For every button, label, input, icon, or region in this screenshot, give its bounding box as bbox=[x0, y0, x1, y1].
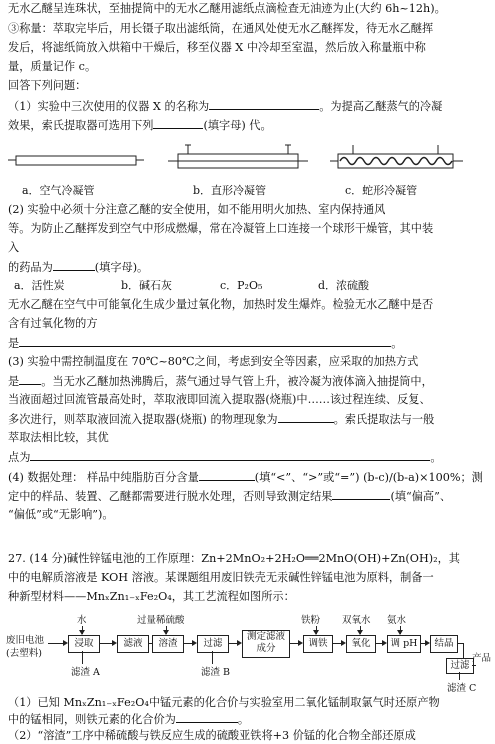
text-line: 种新型材料——MnₓZn₁₋ₓFe₂O₄，其工艺流程如图所示： bbox=[8, 590, 295, 603]
answer-blank[interactable] bbox=[209, 99, 319, 110]
text-line: 当液面超过回流管最高处时，萃取液即回流入提取器(烧瓶)中……该过程连续、反复、 bbox=[8, 393, 431, 406]
flow-arrow bbox=[472, 665, 476, 666]
question-1-cont bbox=[8, 118, 489, 133]
step-filter-2: 过滤 bbox=[197, 635, 229, 653]
flow-arrow bbox=[82, 651, 83, 664]
step-filter-3: 过滤 bbox=[446, 658, 474, 674]
coil-condenser-drawing bbox=[330, 145, 463, 168]
question-3-line bbox=[8, 374, 489, 389]
answer-line bbox=[8, 336, 489, 351]
question-27-title: 27. (14 分)碱性锌锰电池的工作原理：Zn+2MnO₂+2H₂O══2MnO(OH)+Zn(OH)₂，其 bbox=[8, 552, 460, 565]
question-1 bbox=[8, 99, 489, 114]
option-p2o5: c．P₂O₅ bbox=[220, 279, 263, 292]
text-line: “偏低”或“无影响”)。 bbox=[8, 508, 114, 521]
step-filtrate: 滤液 bbox=[117, 635, 149, 653]
answer-blank[interactable] bbox=[332, 489, 390, 500]
text-line: 入 bbox=[8, 241, 20, 254]
text-span: 点为 bbox=[8, 451, 31, 464]
flow-arrow bbox=[48, 643, 64, 644]
reagent-ammonia: 氨水 bbox=[387, 615, 407, 626]
flow-arrow bbox=[212, 651, 213, 664]
text-line: 量，质量记作 c。 bbox=[8, 60, 97, 73]
measure-line-1: 测定滤液 bbox=[246, 631, 285, 642]
answer-blank[interactable] bbox=[176, 712, 238, 723]
text-line: 无水乙醚在空气中可能氧化生成少量过氧化物，加热时发生爆炸。检验无水乙醚中是否 bbox=[8, 298, 434, 311]
text-line: 含有过氧化物的方 bbox=[8, 317, 98, 330]
text-span: (4) 数据处理： 样品中纯脂肪百分含量 bbox=[8, 471, 199, 484]
text-line: 中的电解质溶液是 KOH 溶液。某课题组用废旧铁壳无汞碱性锌锰电池为原料，制备一 bbox=[8, 571, 434, 584]
step-adjust-ph: 调 pH bbox=[387, 635, 421, 653]
step-dissolve: 溶渣 bbox=[152, 635, 184, 653]
text-span: (填字母) 代。 bbox=[203, 119, 272, 132]
option-straight-condenser: b．直形冷凝管 bbox=[193, 184, 267, 197]
flow-arrow bbox=[463, 643, 464, 658]
question-2-blank-line bbox=[8, 260, 489, 275]
answer-blank[interactable] bbox=[19, 374, 41, 385]
reagent-h2o2: 双氧水 bbox=[342, 615, 371, 626]
flow-source-note: (去塑料) bbox=[6, 648, 42, 659]
step-adjust-iron: 调铁 bbox=[303, 635, 333, 653]
answer-line bbox=[8, 450, 489, 465]
text-span: 效果，索氏提取器可选用下列 bbox=[8, 119, 154, 132]
residue-c: 滤渣 C bbox=[447, 683, 477, 694]
text-line: 发后，将滤纸筒放入烘箱中干燥后，移至仪器 X 中冷却至室温，然后放入称量瓶中称 bbox=[8, 41, 426, 54]
question-4-cont bbox=[8, 489, 489, 504]
text-line: 回答下列问题： bbox=[8, 79, 87, 92]
text-span: 中的锰相同，则铁元素的化合价为 bbox=[8, 713, 176, 726]
text-span: 是 bbox=[8, 375, 20, 388]
answer-blank[interactable] bbox=[199, 470, 255, 481]
text-span: （1）实验中三次使用的仪器 X 的名称为 bbox=[8, 100, 210, 113]
text-line: ③称量：萃取完毕后，用长镊子取出滤纸筒，在通风处使无水乙醚挥发，待无水乙醚挥 bbox=[8, 22, 434, 35]
option-soda-lime: b．碱石灰 bbox=[121, 279, 173, 292]
measure-line-2: 成分 bbox=[256, 643, 276, 654]
answer-blank[interactable] bbox=[19, 336, 391, 347]
answer-blank[interactable] bbox=[53, 260, 95, 271]
text-line: （2）“溶渣”工序中稀硫酸与铁反应生成的硫酸亚铁将+3 价锰的化合物全部还原成 bbox=[8, 729, 416, 742]
answer-blank[interactable] bbox=[278, 412, 334, 423]
condenser-figures bbox=[8, 140, 488, 182]
text-line: 等。为防止乙醚挥发到空气中形成燃爆，常在冷凝管上口连接一个球形干燥管，其中装 bbox=[8, 222, 434, 235]
text-line: (3) 实验中需控制温度在 70℃~80℃之间，考虑到安全等因素，应采取的加热方式 bbox=[8, 355, 419, 368]
sub-question-1-blank bbox=[8, 712, 489, 727]
option-coil-condenser: c．蛇形冷凝管 bbox=[345, 184, 418, 197]
flow-arrow bbox=[99, 643, 113, 644]
air-condenser-drawing bbox=[8, 156, 144, 165]
option-conc-sulfuric: d．浓硫酸 bbox=[318, 279, 370, 292]
question-3-phenomenon bbox=[8, 412, 489, 427]
reagent-dilute-acid: 过量稀硫酸 bbox=[137, 615, 185, 626]
reagent-iron-powder: 铁粉 bbox=[301, 615, 321, 626]
product-label: 产品 bbox=[472, 653, 492, 664]
text-line: 无水乙醚呈连珠状，至抽提筒中的无水乙醚用滤纸点滴检查无油迹为止(大约 6h~12h)。 bbox=[8, 2, 446, 15]
step-oxidize: 氧化 bbox=[346, 635, 376, 653]
answer-blank[interactable] bbox=[153, 118, 203, 129]
text-line: （1）已知 MnₓZn₁₋ₓFe₂O₄中锰元素的化合价与实验室用二氧化锰制取氯气时还原产物 bbox=[8, 696, 440, 709]
text-span: (填字母)。 bbox=[94, 261, 149, 274]
reagent-water: 水 bbox=[77, 615, 87, 626]
residue-b: 滤渣 B bbox=[201, 667, 231, 678]
step-crystallize: 结晶 bbox=[430, 635, 458, 653]
text-span: 是 bbox=[8, 337, 20, 350]
text-span: 多次进行，则萃取液回流入提取器(烧瓶) 的物理现象为 bbox=[8, 413, 278, 426]
text-line: (2) 实验中必须十分注意乙醚的安全使用，如不能用明火加热、室内保持通风 bbox=[8, 203, 386, 216]
flow-arrow bbox=[459, 672, 460, 680]
text-span: (填“偏高”、 bbox=[390, 490, 452, 503]
text-span: 。为提高乙醚蒸气的冷凝 bbox=[319, 100, 443, 113]
text-span: 定中的样品、装置、乙醚都需要进行脱水处理，否则导致测定结果 bbox=[8, 490, 333, 503]
step-measure-filtrate bbox=[242, 630, 290, 658]
text-span: 。 bbox=[430, 451, 442, 464]
text-span: 。 bbox=[391, 337, 403, 350]
question-4-line bbox=[8, 470, 489, 485]
flow-source: 废旧电池 bbox=[6, 635, 45, 646]
answer-blank[interactable] bbox=[30, 450, 430, 461]
text-span: 的药品为 bbox=[8, 261, 53, 274]
text-span: 。 bbox=[237, 713, 250, 726]
option-air-condenser: a．空气冷凝管 bbox=[22, 184, 95, 197]
text-span: 。当无水乙醚加热沸腾后，蒸气通过导气管上升，被冷凝为液体滴入抽提筒中， bbox=[41, 375, 433, 388]
residue-a: 滤渣 A bbox=[71, 667, 100, 678]
text-line: 萃取法相比较，其优 bbox=[8, 431, 109, 444]
straight-condenser-drawing bbox=[168, 145, 308, 168]
step-leach: 浸取 bbox=[68, 635, 100, 653]
text-span: (填“<”、“>”或“=”) (b-c)/(b-a)×100%；测 bbox=[254, 471, 483, 484]
option-activated-carbon: a．活性炭 bbox=[14, 279, 65, 292]
text-span: 。索氏提取法与一般 bbox=[333, 413, 435, 426]
